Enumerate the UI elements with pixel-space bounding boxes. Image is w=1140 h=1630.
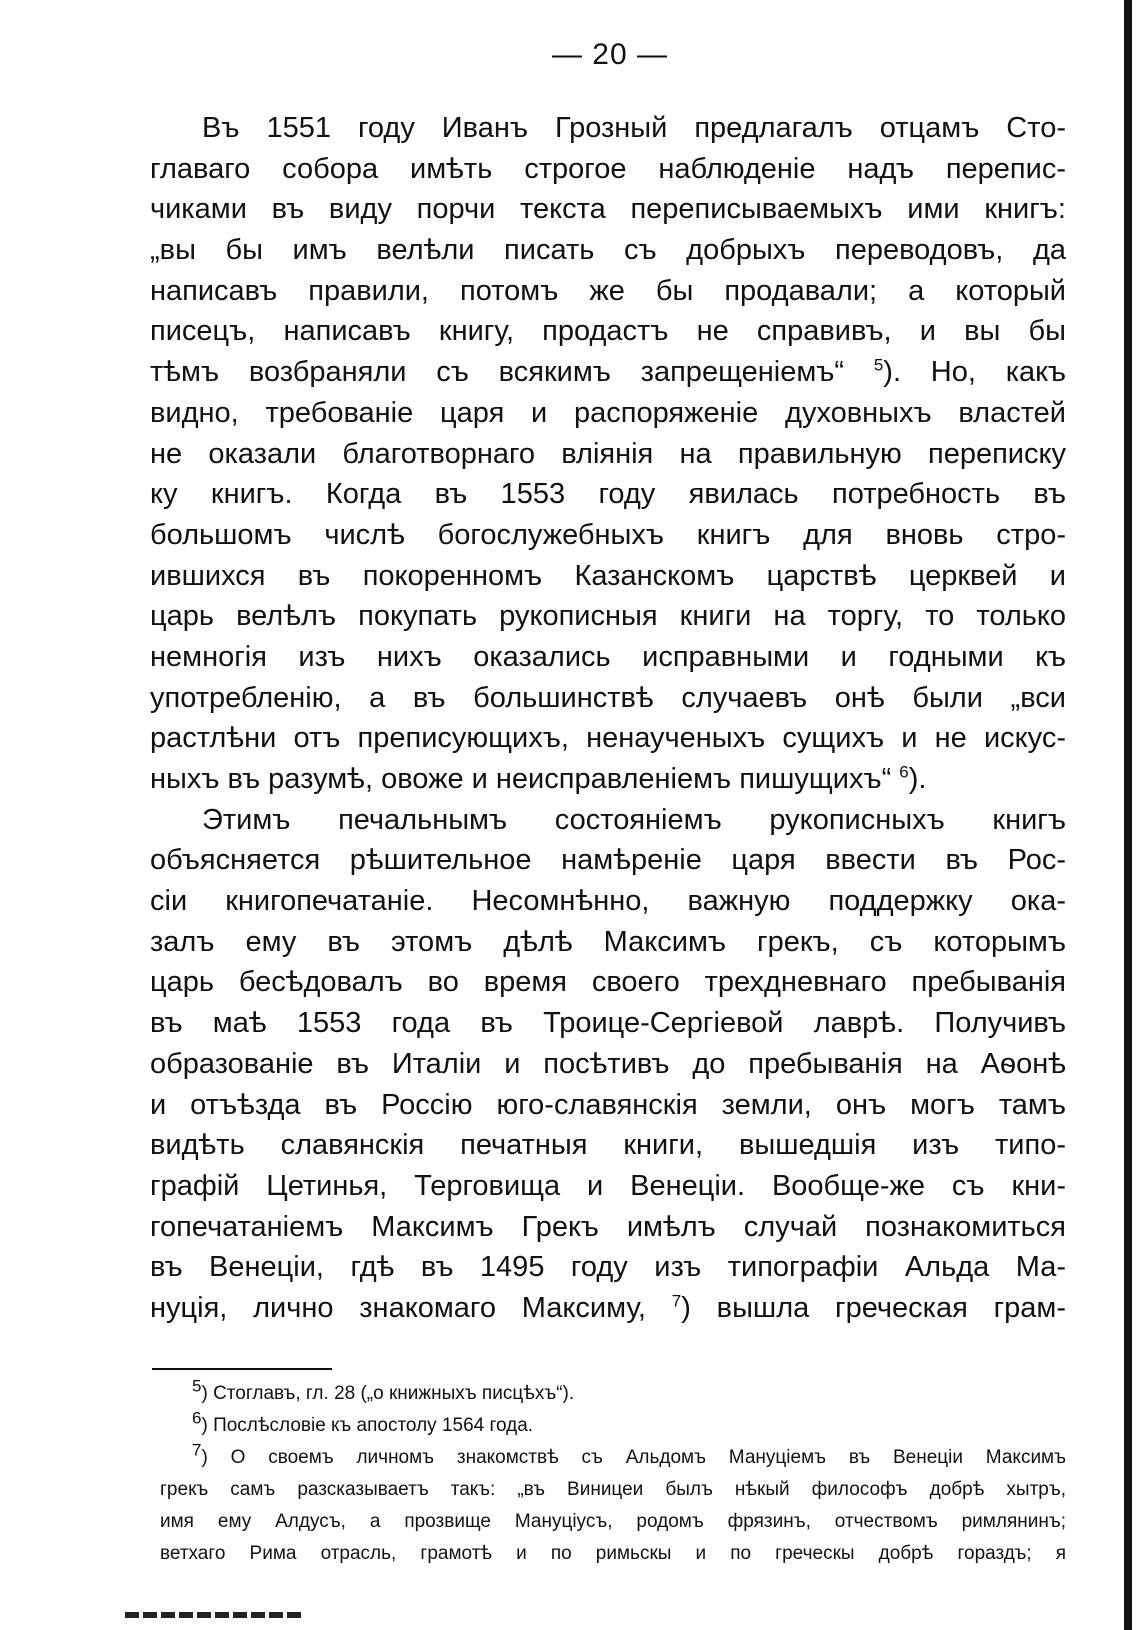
- text-line: гопечатаніемъ Максимъ Грекъ имѣлъ случай познакомиться: [150, 1210, 1066, 1243]
- footnote-line: грекъ самъ разсказываетъ такъ: „въ Виницеи былъ нѣкый философъ добрѣ хытръ,: [160, 1479, 1066, 1500]
- text-line: и отъѣзда въ Россію юго-славянскія земли, онъ могъ тамъ: [150, 1088, 1066, 1121]
- page-edge-rule: [1124, 0, 1132, 1630]
- footnote-line: ветхаго Рима отрасль, грамотѣ и по римьскы и по греческы добрѣ гораздъ; я: [160, 1543, 1066, 1564]
- body-text: [150, 108, 1066, 1329]
- text-line: нуція, лично знакомаго Максиму, $^7$) вышла греческая грам-: [150, 1291, 1066, 1324]
- text-line: большомъ числѣ богослужебныхъ книгъ для вновь стро-: [150, 518, 1066, 551]
- text-line: видно, требованіе царя и распоряженіе духовныхъ властей: [150, 396, 1066, 429]
- text-line: Этимъ печальнымъ состояніемъ рукописныхъ книгъ: [202, 803, 1066, 836]
- footnote-marker: 5: [873, 355, 884, 375]
- text-line: „вы бы имъ велѣли писать съ добрыхъ переводовъ, да: [150, 234, 1066, 267]
- text-line: тѣмъ возбраняли съ всякимъ запрещеніемъ“ $^5$). Но, какъ: [150, 355, 1066, 389]
- footnote-line: $^5$) Стоглавъ, гл. 28 („о книжныхъ писцѣхъ“).: [192, 1378, 575, 1404]
- footnote-line: имя ему Алдусъ, а прозвище Мануціусъ, родомъ фрязинъ, отчествомъ римлянинъ;: [160, 1511, 1066, 1532]
- footnote-marker: 7: [671, 1291, 682, 1311]
- footnote-marker: 7: [192, 1442, 202, 1460]
- bottom-scan-artifact: [125, 1612, 305, 1618]
- text-line: царь бесѣдовалъ во время своего трехдневнаго пребыванія: [150, 966, 1066, 999]
- text-line: въ маѣ 1553 года въ Троице-Сергіевой лаврѣ. Получивъ: [150, 1007, 1066, 1040]
- text-line: растлѣни отъ преписующихъ, ненаученыхъ сущихъ и не искус-: [150, 722, 1066, 755]
- text-line: чиками въ виду порчи текста переписываемыхъ ими книгъ:: [150, 193, 1066, 226]
- footnote-marker: 5: [192, 1378, 202, 1396]
- text-line: объясняется рѣшительное намѣреніе царя ввести въ Рос-: [150, 844, 1066, 877]
- text-line: ку книгъ. Когда въ 1553 году явилась потребность въ: [150, 478, 1066, 511]
- footnote-line: $^6$) Послѣсловіе къ апостолу 1564 года.: [192, 1410, 534, 1436]
- footnote-marker: 6: [192, 1410, 202, 1428]
- text-line: Въ 1551 году Иванъ Грозный предлагалъ отцамъ Сто-: [202, 112, 1066, 144]
- text-line: написавъ правили, потомъ же бы продавали; а который: [150, 274, 1066, 307]
- text-line: залъ ему въ этомъ дѣлѣ Максимъ грекъ, съ которымъ: [150, 925, 1066, 958]
- text-line: видѣть славянскія печатныя книги, вышедшія изъ типо-: [150, 1129, 1066, 1162]
- page-number: — 20 —: [551, 38, 669, 71]
- text-line: образованіе въ Италіи и посѣтивъ до пребыванія на Аѳонѣ: [150, 1047, 1066, 1080]
- footnotes: [160, 1378, 1066, 1570]
- text-line: главаго собора имѣть строгое наблюденіе надъ перепис-: [150, 152, 1066, 185]
- footnote-marker: 6: [899, 762, 909, 782]
- text-line: писецъ, написавъ книгу, продастъ не справивъ, и вы бы: [150, 315, 1066, 348]
- footnote-divider: [152, 1368, 332, 1370]
- text-line: ившихся въ покоренномъ Казанскомъ царствѣ церквей и: [150, 559, 1066, 592]
- text-line: царь велѣлъ покупать рукописныя книги на торгу, то только: [150, 600, 1066, 633]
- text-line: употребленію, а въ большинствѣ случаевъ онѣ были „вси: [150, 681, 1066, 714]
- text-line: графій Цетинья, Терговища и Венеціи. Вообще-же съ кни-: [150, 1169, 1066, 1202]
- text-line: немногія изъ нихъ оказались исправными и годными къ: [150, 640, 1066, 673]
- text-line: ныхъ въ разумѣ, овоже и неисправленіемъ пишущихъ“ $^6$).: [150, 762, 927, 795]
- text-line: не оказали благотворнаго вліянія на правильную переписку: [150, 437, 1066, 470]
- footnote-line: $^7$) О своемъ личномъ знакомствѣ съ Альдомъ Мануціемъ въ Венеціи Максимъ: [192, 1442, 1066, 1468]
- text-line: въ Венеціи, гдѣ въ 1495 году изъ типографіи Альда Ма-: [150, 1251, 1066, 1284]
- text-line: сіи книгопечатаніе. Несомнѣнно, важную поддержку ока-: [150, 885, 1066, 918]
